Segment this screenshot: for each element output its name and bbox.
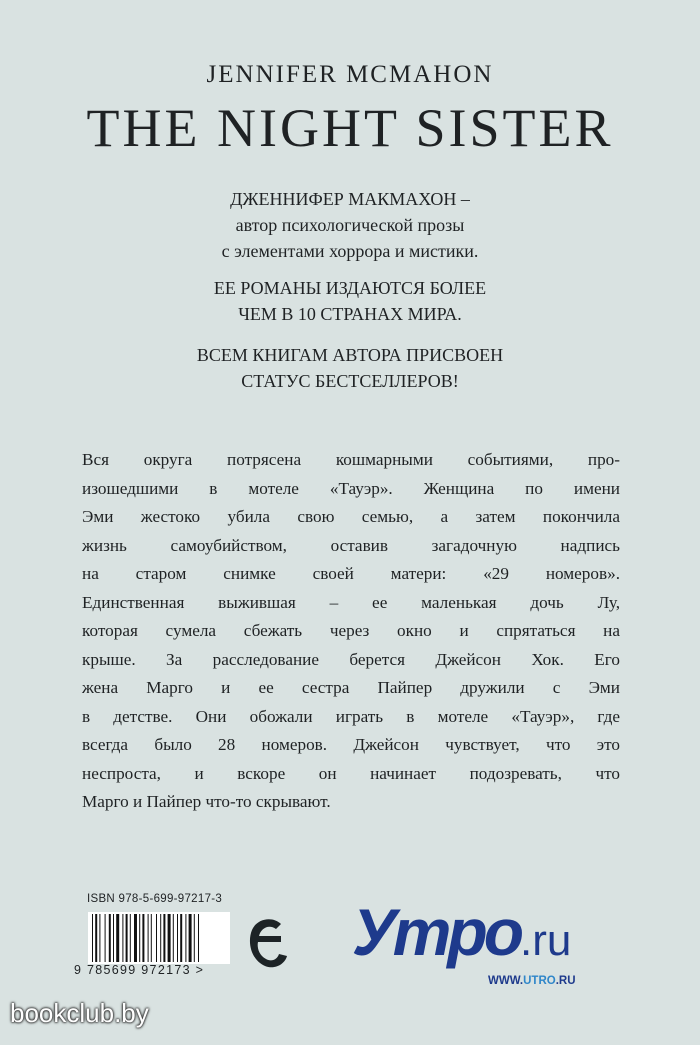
blurb-author-intro [0,186,700,264]
publisher-url-suffix: .RU [555,975,576,987]
barcode-bar [105,914,106,962]
synopsis-line: изошедшими в мотеле «Тауэр». Женщина по имени [82,478,620,498]
barcode-bar [99,914,100,962]
blurb-line: ВСЕМ КНИГАМ АВТОРА ПРИСВОЕН [196,345,504,365]
barcode-bar [151,914,152,962]
synopsis-line: Единственная выжившая – ее маленькая дочь Лу, [82,592,620,612]
synopsis-line: Эми жестоко убила свою семью, а затем покончила [82,507,620,526]
blurb-line: ЕЕ РОМАНЫ ИЗДАЮТСЯ БОЛЕЕ [213,278,487,298]
barcode-bar [142,914,144,962]
publisher-url-prefix: WWW. [488,975,524,987]
utro-logo-suffix: .ru [520,916,572,965]
barcode-bar [198,914,199,962]
synopsis-line: крыше. За расследование берется Джейсон Хок. Его [82,649,620,669]
publisher-url[interactable] [488,975,576,987]
barcode-bar [148,914,149,962]
blurb-line: с элементами хоррора и мистики. [221,241,479,261]
barcode-bar [168,914,171,962]
blurb-line: автор психологической прозы [235,215,465,235]
barcode-bar [92,914,93,962]
barcode-bar [189,914,192,962]
barcode-bar [109,914,111,962]
synopsis-line: всегда было 28 номеров. Джейсон чувствует, что это [82,735,620,754]
barcode-bar [185,914,186,962]
blurb-countries [0,275,700,327]
barcode-digits: 9 785699 972173 > [74,963,205,977]
author-name: JENNIFER MCMAHON [206,61,494,88]
barcode-bar [173,914,174,962]
synopsis-line: в детстве. Они обожали играть в мотеле «Тауэр», где [82,706,620,726]
watermark: bookclub.by [10,998,149,1028]
utro-logo-wordmark: Утро [352,895,521,969]
publisher-url-highlight: UTRO [523,975,556,987]
synopsis-line: жена Марго и ее сестра Пайпер дружили с Эми [82,678,620,697]
barcode-bar [194,914,195,962]
barcode-bar [122,914,123,962]
barcode-bar [139,914,140,962]
barcode-bar [113,914,114,962]
barcode-bar [156,914,157,962]
blurb-line: СТАТУС БЕСТСЕЛЛЕРОВ! [241,371,459,391]
barcode-bar [160,914,161,962]
blurb-bestsellers [0,342,700,394]
barcode-bar [130,914,131,962]
barcode-bar [134,914,137,962]
eksmo-logo-icon [245,914,289,972]
synopsis-line: неспроста, и вскоре он начинает подозревать, что [82,763,620,783]
barcode-bar [180,914,182,962]
barcode-bar [126,914,128,962]
synopsis-line: на старом снимке своей матери: «29 номеров». [82,564,620,583]
synopsis-paragraph [82,446,620,817]
barcode [88,912,230,964]
blurb-line: ДЖЕННИФЕР МАКМАХОН – [230,189,470,209]
book-title: THE NIGHT SISTER [86,98,614,158]
synopsis-line: жизнь самоубийством, оставив загадочную надпись [82,535,620,555]
synopsis-line: Вся округа потрясена кошмарными событиями, про- [82,450,620,469]
utro-logo [352,896,571,968]
barcode-bar [163,914,165,962]
synopsis-line: Марго и Пайпер что-то скрывают. [82,792,331,811]
barcode-bar [95,914,97,962]
blurb-line: ЧЕМ В 10 СТРАНАХ МИРА. [238,304,462,324]
barcode-bar [116,914,119,962]
isbn-label: ISBN 978-5-699-97217-3 [87,893,223,905]
barcode-bar [177,914,178,962]
synopsis-line: которая сумела сбежать через окно и спрятаться на [82,621,620,640]
